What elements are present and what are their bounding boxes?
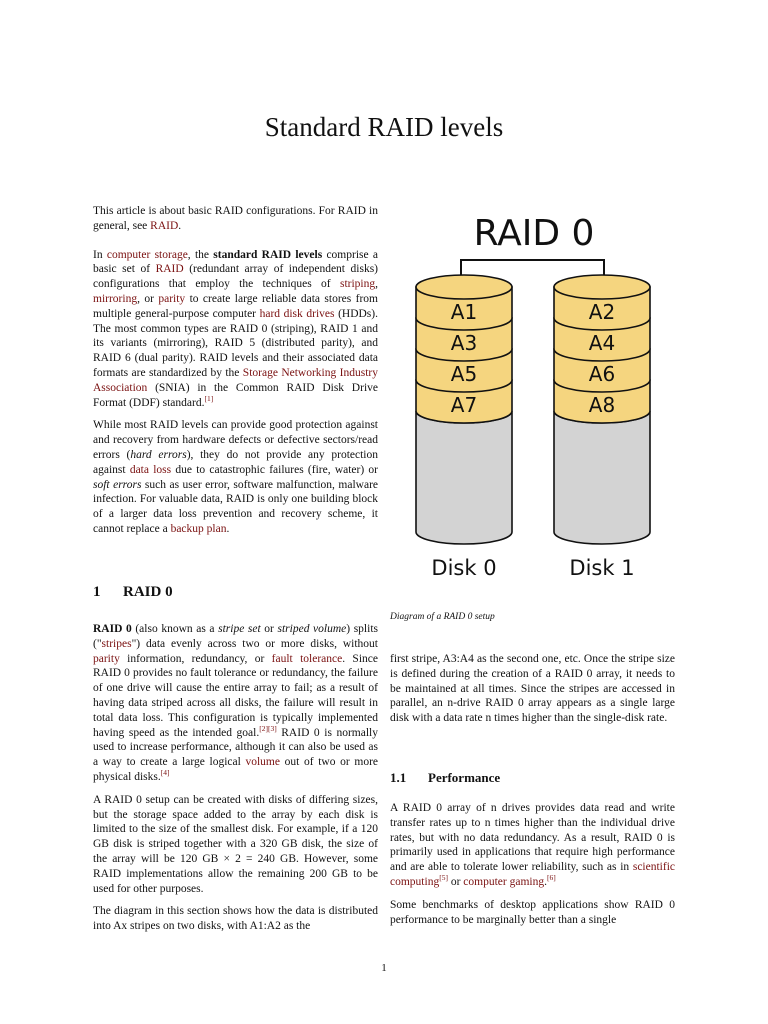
link-parity-2[interactable]: parity	[93, 652, 120, 665]
link-data-loss[interactable]: data loss	[129, 463, 172, 476]
link-hard-disk-drives[interactable]: hard disk drives	[259, 307, 335, 320]
disk-0-block-label: A7	[450, 393, 478, 417]
disk-1-block-label: A2	[588, 300, 616, 324]
disk-0-block-label: A3	[450, 331, 478, 355]
link-striping[interactable]: striping	[339, 278, 376, 291]
intro-paragraph-2: While most RAID levels can provide good protection against and recovery from hardware defects or defective sectors/read errors (hard errors), they do not provide any protection against data loss due to catastrophic failures (fire, water) or soft errors such as user error, software malfunction, malware infection. For valuable data, RAID is only one building block of a larger data loss prevention and recovery scheme, it cannot replace a backup plan.	[93, 419, 379, 535]
raid0-paragraph-2: A RAID 0 setup can be created with disks of differing sizes, but the storage space added to the array by each disk is limited to the size of the smallest disk. For example, if a 120 GB disk is striped together with a 320 GB disk, the size of the array will be 120 GB × 2 = 240 GB. However, some RAID implementations allow the remaining 200 GB to be used for other purposes.	[93, 793, 378, 895]
disk-0-empty-space	[416, 411, 512, 544]
link-raid-2[interactable]: RAID	[155, 263, 184, 276]
page-title: Standard RAID levels	[264, 112, 504, 142]
section-heading-raid0: 1 RAID 0	[93, 584, 173, 600]
hatnote: This article is about basic RAID configurations. For RAID in general, see RAID.	[93, 205, 378, 232]
performance-paragraph-2: Some benchmarks of desktop applications show RAID 0 performance to be marginally better than a single	[390, 898, 675, 926]
diagram-title: RAID 0	[473, 213, 595, 254]
left-column	[93, 204, 378, 545]
link-backup-plan[interactable]: backup plan	[170, 522, 227, 535]
disk-0-block-label: A1	[450, 300, 478, 324]
right-column	[390, 652, 675, 734]
left-column-section	[93, 622, 378, 942]
page-number: 1	[381, 962, 387, 974]
disk-1-empty-space	[554, 411, 650, 544]
link-snia[interactable]: Storage Networking Industry Association	[93, 366, 378, 394]
link-stripes[interactable]: stripes	[101, 637, 132, 650]
disk-0-block-label: A5	[450, 362, 478, 386]
link-parity[interactable]: parity	[158, 292, 186, 305]
raid0-paragraph-3-cont: first stripe, A3:A4 as the second one, etc. Once the stripe size is defined during the creation of a RAID 0 array, it needs to be maintained at all times. Since the stripes are accessed in parallel, an n-drive RAID 0 array appears as a single large disk with a data rate n times higher than the single-disk rate.	[390, 653, 675, 725]
disk-1-cylinder	[554, 275, 650, 544]
right-column-performance	[390, 801, 675, 935]
intro-paragraph-1: In computer storage, the standard RAID levels comprise a basic set of RAID (redundant array of independent disks) configurations that employ the techniques of striping, mirroring, or parity to create large reliable data stores from multiple general-purpose computer hard disk drives (HDDs). The most common types are RAID 0 (striping), RAID 1 and its variants (mirroring), RAID 5 (distributed parity), and RAID 6 (dual parity). RAID levels and their associated data formats are standardized by the Storage Networking Industry Association (SNIA) in the Common RAID Disk Drive Format (DDF) standard.[1]	[93, 248, 378, 409]
link-fault-tolerance[interactable]: fault tolerance	[271, 652, 343, 665]
link-scientific-computing[interactable]: scientific computing	[390, 861, 675, 888]
disk-1-label: Disk 1	[569, 556, 635, 580]
disk-1-block-label: A8	[588, 393, 616, 417]
link-computer-storage[interactable]: computer storage	[106, 248, 188, 261]
link-raid[interactable]: RAID	[150, 219, 179, 232]
subsection-heading-performance: 1.1 Performance	[390, 770, 501, 785]
raid0-paragraph-1: RAID 0 (also known as a stripe set or striped volume) splits ("stripes") data evenly across two or more disks, without parity information, redundancy, or fault tolerance. Since RAID 0 provides no fault tolerance or redundancy, the failure of one drive will cause the entire array to fail; as a result of having data striped across all disks, the failure will result in total data loss. This configuration is typically implemented having speed as the intended goal.[2][3] RAID 0 is normally used to increase performance, although it can also be used as a way to create a large logical volume out of two or more physical disks.[4]	[93, 623, 379, 783]
disk-0-label: Disk 0	[431, 556, 497, 580]
raid0-diagram	[400, 205, 670, 590]
disk-1-top	[554, 275, 650, 299]
disk-1-block-label: A6	[588, 362, 616, 386]
disk-0-cylinder	[416, 275, 512, 544]
performance-paragraph-1: A RAID 0 array of n drives provides data read and write transfer rates up to n times higher than the individual drive rates, but with no data redundancy. As a result, RAID 0 is primarily used in applications that require high performance and are able to tolerate lower reliability, such as in scientific computing[5] or computer gaming.[6]	[390, 802, 675, 888]
disk-1-block-label: A4	[588, 331, 616, 355]
link-mirroring[interactable]: mirroring	[93, 292, 138, 305]
link-computer-gaming[interactable]: computer gaming	[463, 875, 545, 888]
raid0-paragraph-3: The diagram in this section shows how the data is distributed into Ax stripes on two disks, with A1:A2 as the	[93, 905, 378, 933]
figure-caption: Diagram of a RAID 0 setup	[390, 612, 495, 622]
disk-0-top	[416, 275, 512, 299]
link-volume[interactable]: volume	[245, 756, 280, 769]
